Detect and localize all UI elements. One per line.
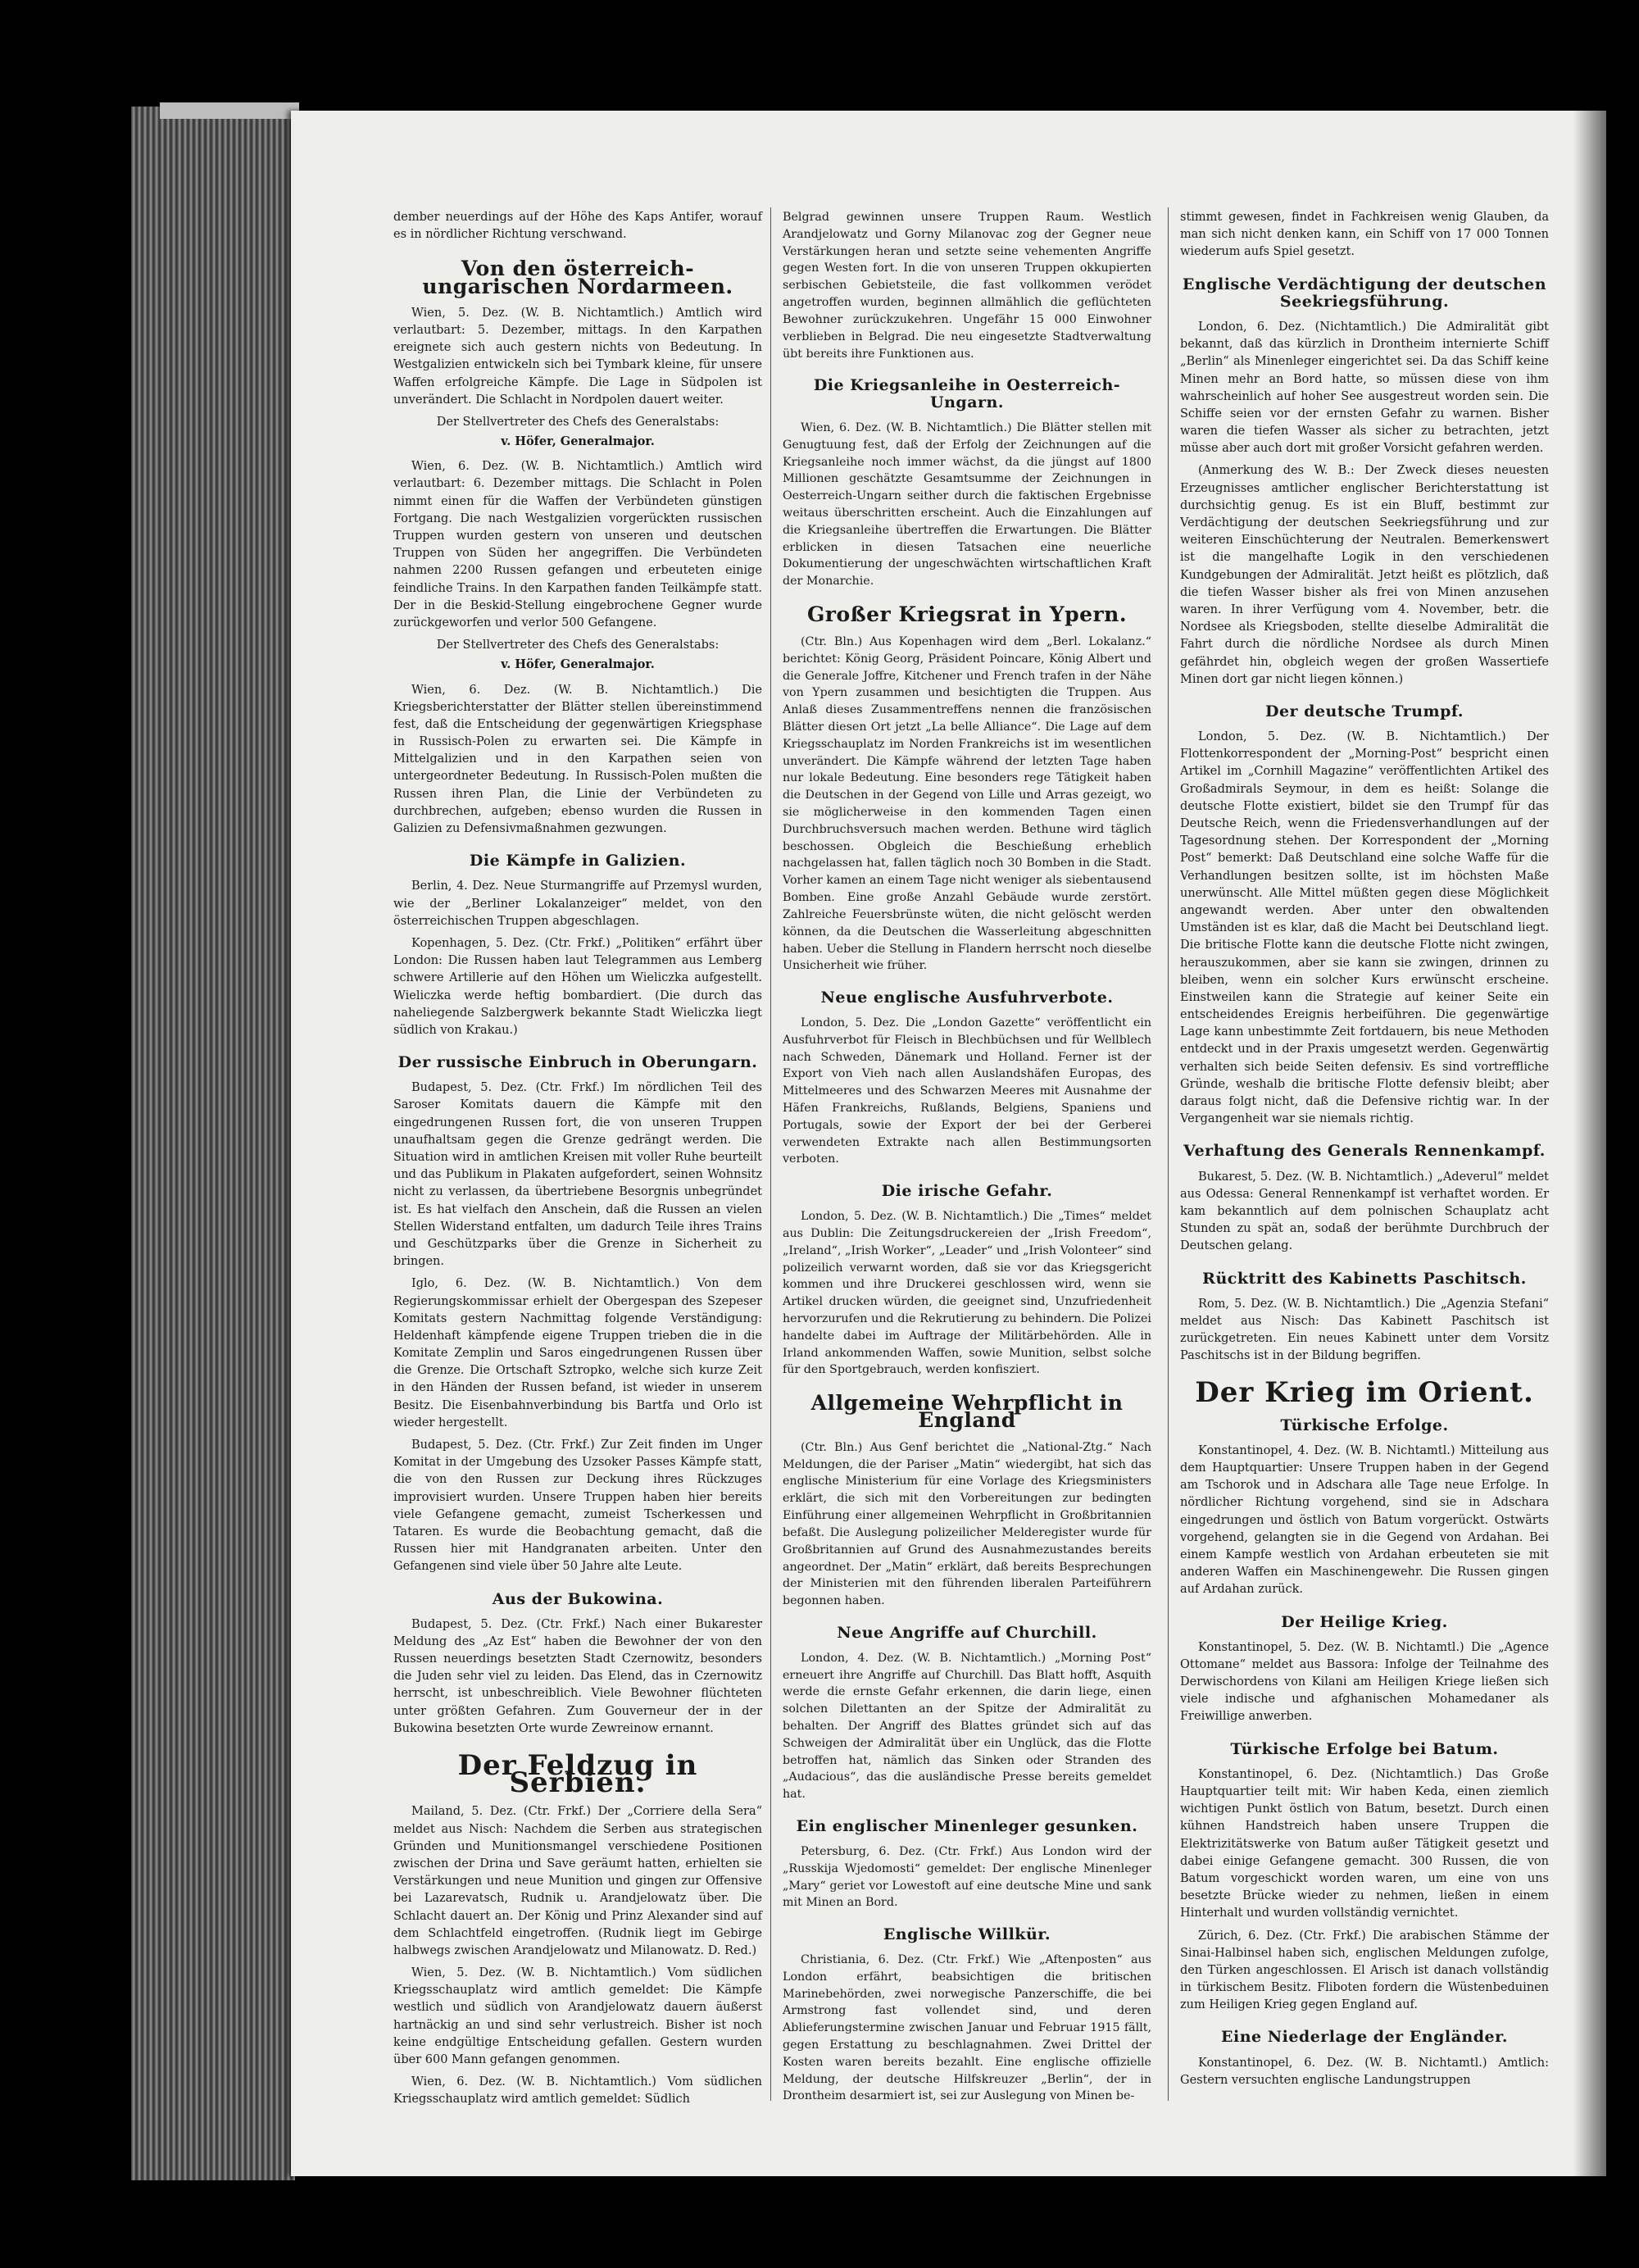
article-text: London, 5. Dez. (W. B. Nichtamtlich.) Die „Times“ meldet aus Dublin: Die Zeitungsdruckereien der „Irish Freedom“, „Ireland“, „Irish Worker“, „Leader“ und „Irish Volonteer“ sind polizeilich verwarnt worden, daß sie vor das Kriegsgericht kommen und ihre Druckerei geschlossen wird, wenn sie Artikel drucken würden, die geeignet sind, Unzufriedenheit hervorzurufen und die Rekrutierung zu behindern. Die Polizei handelte dabei im Auftrage der Militärbehörden. Alle in Irland ankommenden Waffen, sowie Munition, selbst solche für den Sportgebrauch, werden konfisziert. bbox=[783, 1210, 1151, 1377]
headline-tuerkische-erfolge: Türkische Erfolge. bbox=[1280, 1416, 1449, 1434]
page-gutter-shadow bbox=[1573, 111, 1606, 2176]
headline-churchill: Neue Angriffe auf Churchill. bbox=[837, 1623, 1097, 1642]
headline-nordarmeen: Von den österreich-ungarischen Nordarmeen. bbox=[422, 257, 733, 298]
column-3 bbox=[1180, 209, 1549, 2094]
headline-kriegsanleihe: Die Kriegsanleihe in Oesterreich-Ungarn. bbox=[813, 376, 1121, 412]
article-text: Konstantinopel, 6. Dez. (Nichtamtlich.) Das Große Hauptquartier teilt mit: Wir haben Keda, einen ziemlich wichtigen Punkt östlich von Batum, besetzt. Durch einen kühnen Handstreich haben unsere Truppen die Elektrizitätswerke von Batum außer Tätigkeit gesetzt und dabei einige Gefangene gemacht. 300 Russen, die von Batum vorgeschickt worden waren, um eine von uns besetzte Brücke wieder zu nehmen, ließen in einem Hinterhalt und wurden vollständig vernichtet. bbox=[1180, 1767, 1549, 1920]
article-text: Konstantinopel, 4. Dez. (W. B. Nichtamtl.) Mitteilung aus dem Hauptquartier: Unsere Truppen haben in der Gegend am Tschorok und in Adschara alle Tage neue Erfolge. In nördlicher Richtung vorgehend, sind sie in Adschara eingedrungen und östlich von Batum vorgerückt. Ostwärts vorgehend, gelangten sie in die Gegend von Ardahan. Bei einem Kampfe westlich von Ardahan erbeuteten sie mit anderen Waffen ein Maschinengewehr. Die Russen gingen auf Ardahan zurück. bbox=[1180, 1443, 1549, 1597]
column-rule-1 bbox=[770, 207, 771, 2101]
article-text: Wien, 6. Dez. (W. B. Nichtamtlich.) Vom südlichen Kriegsschauplatz wird amtlich gemeldet: Südlich bbox=[393, 2075, 762, 2107]
article-text: London, 5. Dez. Die „London Gazette“ veröffentlicht ein Ausfuhrverbot für Fleisch in Blechbüchsen und für Wellblech nach Schweden, Dänemark und Holland. Ferner ist der Export von Vieh nach allen Auslandshäfen Europas, des Mittelmeeres und des Schwarzen Meeres mit Ausnahme der Häfen Frankreichs, Rußlands, Belgiens, Spaniens und Portugals, sowie der Export der bei der Gerberei verwendeten Extrakte nach allen Bestimmungsorten verboten. bbox=[783, 1016, 1151, 1166]
headline-serbien: Der Feldzug in Serbien. bbox=[457, 1749, 698, 1800]
article-text: Kopenhagen, 5. Dez. (Ctr. Frkf.) „Politiken“ erfährt über London: Die Russen haben laut Telegrammen aus Lemberg schwere Artillerie auf den Höhen um Wieliczka aufgestellt. Wieliczka werde heftig bombardiert. (Die durch das naheliegende Salzbergwerk bekannte Stadt Wieliczka liegt südlich von Krakau.) bbox=[393, 936, 762, 1037]
article-text: Belgrad gewinnen unsere Truppen Raum. Westlich Arandjelowatz und Gorny Milanovac zog der Gegner neue Verstärkungen heran und setzte seine vehementen Angriffe gegen Westen fort. In die von unseren Truppen okkupierten serbischen Gebietsteile, die fast vollkommen verödet angetroffen wurden, beginnen allmählich die geflüchteten Bewohner zurückzukehren. Ungefähr 15 000 Einwohner verblieben in Belgrad. Die neu eingesetzte Stadtverwaltung übt bereits ihre Funktionen aus. bbox=[783, 211, 1151, 361]
article-text: Wien, 6. Dez. (W. B. Nichtamtlich.) Amtlich wird verlautbart: 6. Dezember mittags. Die Schlacht in Polen nimmt einen für die Waffen der Verbündeten günstigen Fortgang. Die nach Westgalizien vorgerückten russischen Truppen wurden gestern von unseren und deutschen Truppen von Süden her angegriffen. Die Verbündeten nahmen 2200 Russen gefangen und erbeuteten einige feindliche Trains. In den Karpathen fanden Teilkämpfe statt. Der in die Beskid-Stellung eingebrochene Gegner wurde zurückgeworfen und verlor 500 Gefangene. bbox=[393, 460, 762, 629]
newspaper-page bbox=[291, 111, 1606, 2176]
article-text: Budapest, 5. Dez. (Ctr. Frkf.) Nach einer Bukarester Meldung des „Az Est“ haben die Bewohner der von den Russen neuerdings besetzten Stadt Czernowitz, besonders die Juden sehr viel zu leiden. Das Elend, das in Czernowitz herrscht, ist unbeschreiblich. Viele Bewohner flüchteten unter größten Gefahren. Zum Gouverneur der in der Bukowina besetzten Orte wurde Zewreinow ernannt. bbox=[393, 1617, 762, 1735]
headline-kriegsrat: Großer Kriegsrat in Ypern. bbox=[806, 602, 1128, 627]
column-2 bbox=[783, 209, 1151, 2110]
article-text: Rom, 5. Dez. (W. B. Nichtamtlich.) Die „Agenzia Stefani“ meldet aus Nisch: Das Kabinett Paschitsch ist zurückgetreten. Ein neues Kabinett unter dem Vorsitz Paschitschs ist in der Bildung begriffen. bbox=[1180, 1297, 1549, 1363]
article-text: Petersburg, 6. Dez. (Ctr. Frkf.) Aus London wird der „Russkija Wjedomosti“ gemeldet: Der englische Minenleger „Mary“ geriet vor Lowestoft auf eine deutsche Mine und sank mit Minen an Bord. bbox=[783, 1844, 1151, 1910]
headline-minenleger: Ein englischer Minenleger gesunken. bbox=[796, 1817, 1138, 1836]
headline-trumpf: Der deutsche Trumpf. bbox=[1264, 702, 1464, 720]
article-text: (Anmerkung des W. B.: Der Zweck dieses neuesten Erzeugnisses amtlicher englischer Berichterstattung ist durchsichtig genug. Es ist ein Bluff, bestimmt zur Verdächtigung der deutschen Seekriegsführung und zur weiteren Einschüchterung der Neutralen. Bemerkenswert ist die mangelhafte Logik in den verschiedenen Kundgebungen der Admiralität. Jetzt heißt es plötzlich, daß die tiefen Wasser bisher als frei von Minen anzusehen waren. In ihrer Verfügung vom 4. November, betr. die Nordsee als Kriegsboden, stellte dieselbe Admiralität die Fahrt durch die nördliche Nordsee als durch Minen gefährdet hin, obgleich wegen der großen Wassertiefe Minen dort gar nicht liegen können.) bbox=[1180, 464, 1549, 686]
headline-rennenkampf: Verhaftung des Generals Rennenkampf. bbox=[1183, 1142, 1546, 1161]
article-text: Wien, 6. Dez. (W. B. Nichtamtlich.) Die Kriegsberichterstatter der Blätter stellen übereinstimmend fest, daß die Entscheidung der gegenwärtigen Kriegsphase in Russisch-Polen zu erwarten sei. Die Kämpfe in Mittelgalizien und in den Karpathen seien von untergeordneter Bedeutung. In Russisch-Polen mußten die Russen ihren Plan, die Linie der Verbündeten zu durchbrechen, aufgeben; ebenso wurden die Russen in Galizien zu Defensivmaßnahmen gezwungen. bbox=[393, 683, 762, 835]
article-text: London, 5. Dez. (W. B. Nichtamtlich.) Der Flottenkorrespondent der „Morning-Post“ bespricht einen Artikel im „Cornhill Magazine“ veröffentlichten Artikel des Großadmirals Seymour, in dem es heißt: Solange die deutsche Flotte existiert, bildet sie den Trumpf für das Deutsche Reich, wenn die Friedensverhandlungen auf der Tagesordnung stehen. Der Korrespondent der „Morning Post“ bemerkt: Daß Deutschland eine solche Waffe für die Verhandlungen besitzen sollte, ist im höchsten Maße unerwünscht. Alle Mittel müßten gegen diese Möglichkeit angewandt werden. Aber unter den obwaltenden Umständen ist es klar, daß die Macht bei Deutschland liegt. Die britische Flotte kann die deutsche Flotte nicht zwingen, herauszukommen, aber sie kann sie zwingen, drinnen zu bleiben, wenn ein solcher Kurs erwünscht erscheine. Einstweilen kann die Strategie auf keiner Seite ein entscheidendes Ereignis herbeiführen. Die gegenwärtige Lage kann unbestimmte Zeit fortdauern, bis neue Methoden entdeckt und in der Praxis umgesetzt werden. Gegenwärtig verhalten sich beide Seiten defensiv. Es sind vortreffliche Gründe, weshalb die britische Flotte defensiv bleibt; aber daraus folgt nicht, daß die Defensive richtig war. In der Vergangenheit war sie niemals richtig. bbox=[1180, 730, 1549, 1126]
headline-wehrpflicht: Allgemeine Wehrpflicht in England bbox=[810, 1391, 1124, 1432]
column-1 bbox=[393, 209, 762, 2114]
headline-irische-gefahr: Die irische Gefahr. bbox=[881, 1182, 1053, 1201]
signature-title: Der Stellvertreter des Chefs des Generalstabs: bbox=[436, 415, 720, 429]
headline-paschitsch: Rücktritt des Kabinetts Paschitsch. bbox=[1202, 1269, 1527, 1288]
article-text: (Ctr. Bln.) Aus Genf berichtet die „National-Ztg.“ Nach Meldungen, die der Pariser „Matin“ wiedergibt, hat sich das englische Ministerium für eine Vorlage des Kriegsministers erklärt, die sich mit den Vorbereitungen zur bedingten Einführung einer allgemeinen Wehrpflicht in Großbritannien befaßt. Die Auslegung polizeilicher Melderegister wurde für Großbritannien auf Grund des Ausnahmezustandes bereits angeordnet. Der „Matin“ erklärt, daß bereits Besprechungen der Ministerien mit den führenden liberalen Parteiführern begonnen haben. bbox=[783, 1440, 1151, 1608]
book-edge-top bbox=[160, 102, 299, 119]
article-text: Bukarest, 5. Dez. (W. B. Nichtamtlich.) „Adeverul“ meldet aus Odessa: General Rennenkampf ist verhaftet worden. Er kam bekanntlich auf dem polnischen Schauplatz acht Stunden zu spät an, sodaß der berühmte Durchbruch der Deutschen gelang. bbox=[1180, 1170, 1549, 1253]
article-text: dember neuerdings auf der Höhe des Kaps Antifer, worauf es in nördlicher Richtung verschwand. bbox=[393, 211, 762, 242]
article-text: London, 6. Dez. (Nichtamtlich.) Die Admiralität gibt bekannt, daß das kürzlich in Drontheim internierte Schiff „Berlin“ als Minenleger eingerichtet sei. Da das Schiff keine Minen mehr an Bord hatte, so müssen diese von ihm wahrscheinlich auf hoher See ausgestreut worden sein. Die Schiffe seien vor der ernsten Gefahr zu warnen. Bisher waren die tiefen Wasser als sicher zu betrachten, jetzt müsse aber auch dort mit großer Vorsicht gefahren werden. bbox=[1180, 320, 1549, 456]
article-text: Wien, 6. Dez. (W. B. Nichtamtlich.) Die Blätter stellen mit Genugtuung fest, daß der Erfolg der Zeichnungen auf die Kriegsanleihe noch immer wächst, da die jüngst auf 1800 Millionen geschätzte Gesamtsumme der Zeichnungen in Oesterreich-Ungarn seither durch die faktischen Ergebnisse weitaus überschritten erscheint. Auch die Einzahlungen auf die Kriegsanleihe übertreffen die Erwartungen. Die Blätter erblicken in diesen Tatsachen eine neuerliche Dokumentierung der ungeschwächten wirtschaftlichen Kraft der Monarchie. bbox=[783, 420, 1151, 589]
headline-orient: Der Krieg im Orient. bbox=[1195, 1376, 1534, 1410]
headline-batum: Türkische Erfolge bei Batum. bbox=[1230, 1739, 1499, 1758]
article-text: Wien, 5. Dez. (W. B. Nichtamtlich.) Amtlich wird verlautbart: 5. Dezember, mittags. In den Karpathen ereignete sich auch gestern nichts von Bedeutung. In Westgalizien entwickeln sich bei Tymbark kleine, für unsere Waffen erfolgreiche Kämpfe. Die Lage in Südpolen ist unverändert. Die Schlacht in Nordpolen dauert weiter. bbox=[393, 306, 762, 407]
signature-name: v. Höfer, Generalmajor. bbox=[501, 434, 655, 449]
article-text: Budapest, 5. Dez. (Ctr. Frkf.) Im nördlichen Teil des Saroser Komitats dauern die Kämpfe mit den eingedrungenen Russen fort, die von unseren Truppen unaufhaltsam gegen die Grenze gedrängt werden. Die Situation wird in amtlichen Kreisen mit voller Ruhe beurteilt und das Publikum in Plakaten aufgefordert, seinen Wohnsitz nicht zu verlassen, da übertriebene Besorgnis unbegründet ist. Es hat vielfach den Anschein, daß die Russen an vielen Stellen Widerstand entfalten, um dadurch Teile ihres Trains und Geschützparks über die Grenze in Sicherheit zu bringen. bbox=[393, 1081, 762, 1269]
book-page-edges bbox=[131, 107, 295, 2180]
article-text: Konstantinopel, 5. Dez. (W. B. Nichtamtl.) Die „Agence Ottomane“ meldet aus Bassora: Infolge der Teilnahme des Derwischordens von Kilani am Heiligen Kriege ließen sich viele indische und afghanischen Mohamedaner als Freiwillige anwerben. bbox=[1180, 1640, 1549, 1724]
article-text: Budapest, 5. Dez. (Ctr. Frkf.) Zur Zeit finden im Unger Komitat in der Umgebung des Uzsoker Passes Kämpfe statt, die von den Russen zur Deckung ihres Rückzuges improvisiert wurden. Unsere Truppen haben hier bereits viele Gefangene gemacht, zumeist Tscherkessen und Tataren. Es wurde die Beobachtung gemacht, daß die Russen hier mit Handgranaten arbeiten. Unter den Gefangenen sind viele über 50 Jahre alte Leute. bbox=[393, 1439, 762, 1574]
article-text: Mailand, 5. Dez. (Ctr. Frkf.) Der „Corriere della Sera“ meldet aus Nisch: Nachdem die Serben aus strategischen Gründen und Munitionsmangel verschiedene Positionen zwischen der Drina und Save geräumt hatten, erhielten sie Verstärkungen und neue Munition und gingen zur Offensive bei Lazarevatsch, Rudnik u. Arandjelowatz über. Die Schlacht dauert an. Der König und Prinz Alexander sind auf dem Schlachtfeld eingetroffen. (Rudnik liegt im Gebirge halbwegs zwischen Arandjelowatz und Milanowatz. D. Red.) bbox=[393, 1805, 762, 1957]
headline-oberungarn: Der russische Einbruch in Oberungarn. bbox=[397, 1053, 758, 1072]
headline-willkuer: Englische Willkür. bbox=[883, 1925, 1051, 1944]
headline-bukowina: Aus der Bukowina. bbox=[492, 1589, 664, 1608]
article-text: Christiania, 6. Dez. (Ctr. Frkf.) Wie „Aftenposten“ aus London erfährt, beabsichtigen die britischen Marinebehörden, zwei norwegische Panzerschiffe, die bei Armstrong fast vollendet sind, und deren Ablieferungstermine zwischen Januar und Februar 1915 fällt, gegen Erstattung zu beschlagnahmen. Zwei Drittel der Kosten waren bereits bezahlt. Eine englische offizielle Meldung, der deutsche Hilfskreuzer „Berlin“, der in Drontheim desarmiert ist, sei zur Auslegung von Minen be- bbox=[783, 1952, 1151, 2103]
signature-name: v. Höfer, Generalmajor. bbox=[501, 657, 655, 672]
headline-ausfuhrverbote: Neue englische Ausfuhrverbote. bbox=[820, 989, 1114, 1007]
article-text: stimmt gewesen, findet in Fachkreisen wenig Glauben, da man sich nicht denken kann, ein Schiff von 17 000 Tonnen wiederum aufs Spiel gesetzt. bbox=[1180, 211, 1549, 259]
article-text: Wien, 5. Dez. (W. B. Nichtamtlich.) Vom südlichen Kriegsschauplatz wird amtlich gemeldet: Die Kämpfe westlich und südlich von Arandjelowatz dauern äußerst hartnäckig an und sind sehr verlustreich. Bisher ist noch keine endgültige Entscheidung gefallen. Gestern wurden über 600 Mann gefangen genommen. bbox=[393, 1966, 762, 2066]
article-text: Konstantinopel, 6. Dez. (W. B. Nichtamtl.) Amtlich: Gestern versuchten englische Landungstruppen bbox=[1180, 2056, 1549, 2087]
article-text: Berlin, 4. Dez. Neue Sturmangriffe auf Przemysl wurden, wie der „Berliner Lokalanzeiger“ meldet, von den österreichischen Truppen abgeschlagen. bbox=[393, 879, 762, 928]
article-text: Zürich, 6. Dez. (Ctr. Frkf.) Die arabischen Stämme der Sinai-Halbinsel haben sich, englischen Meldungen zufolge, den Türken angeschlossen. El Arisch ist danach vollständig in türkischem Besitz. Fliboten fordern die Wüstenbeduinen zum Heiligen Krieg gegen England auf. bbox=[1180, 1929, 1549, 2012]
headline-verdaechtigung: Englische Verdächtigung der deutschen Seekriegsführung. bbox=[1182, 275, 1547, 311]
signature-title: Der Stellvertreter des Chefs des Generalstabs: bbox=[436, 639, 720, 652]
article-text: (Ctr. Bln.) Aus Kopenhagen wird dem „Berl. Lokalanz.“ berichtet: König Georg, Präsident Poincare, König Albert und die Generale Joffre, Kitchener und French trafen in der Nähe von Ypern zusammen und besichtigten die Truppen. Aus Anlaß dieses Zusammentreffens nennen die französischen Blätter diesen Ort jetzt „La belle Alliance“. Die Lage auf dem Kriegsschauplatz im Norden Frankreichs ist im wesentlichen unverändert. Die Kämpfe während der letzten Tage haben nur lokale Bedeutung. Eine besonders rege Tätigkeit haben die Deutschen in der Gegend von Lille und Arras gezeigt, wo sie möglicherweise in den kommenden Tagen einen Durchbruchsversuch machen werden. Bethune wird täglich beschossen. Obgleich die Beschießung erheblich nachgelassen hat, fallen täglich noch 30 Bomben in die Stadt. Vorher kamen an einem Tage nicht weniger als siebentausend Bomben. Eine große Anzahl Gebäude wurde zerstört. Zahlreiche Feuersbrünste wüten, die nicht gelöscht werden können, da die Deutschen die Wasserleitung abgeschnitten haben. Ueber die Stellung in Flandern herrscht noch dieselbe Unsicherheit wie früher. bbox=[783, 634, 1151, 973]
column-rule-2 bbox=[1168, 207, 1169, 2101]
headline-galizien: Die Kämpfe in Galizien. bbox=[469, 852, 687, 870]
headline-niederlage: Eine Niederlage der Engländer. bbox=[1221, 2028, 1508, 2047]
article-text: Iglo, 6. Dez. (W. B. Nichtamtlich.) Von dem Regierungskommissar erhielt der Obergespan des Szepeser Komitats gestern Nachmittag folgende Verständigung: Heldenhaft kämpfende eigene Truppen trieben die in die Komitate Zemplin und Saros eingedrungenen Russen über die Grenze. Die Ortschaft Sztropko, welche sich kurze Zeit in den Händen der Russen befand, ist wieder in unserem Besitz. Die Eisenbahnverbindung bis Bartfa und Orlo ist wieder hergestellt. bbox=[393, 1277, 762, 1429]
article-text: London, 4. Dez. (W. B. Nichtamtlich.) „Morning Post“ erneuert ihre Angriffe auf Churchill. Das Blatt hofft, Asquith werde die ernste Gefahr erkennen, die darin liege, einen solchen Dilettanten an der Spitze der Admiralität zu behalten. Der Angriff des Blattes gründet sich auf das Schweigen der Admiralität über ein Unglück, das die Flotte betroffen hat, nämlich das Sinken oder Stranden des „Audacious“, das die ausländische Presse bereits gemeldet hat. bbox=[783, 1651, 1151, 1802]
headline-heiliger-krieg: Der Heilige Krieg. bbox=[1281, 1612, 1448, 1631]
